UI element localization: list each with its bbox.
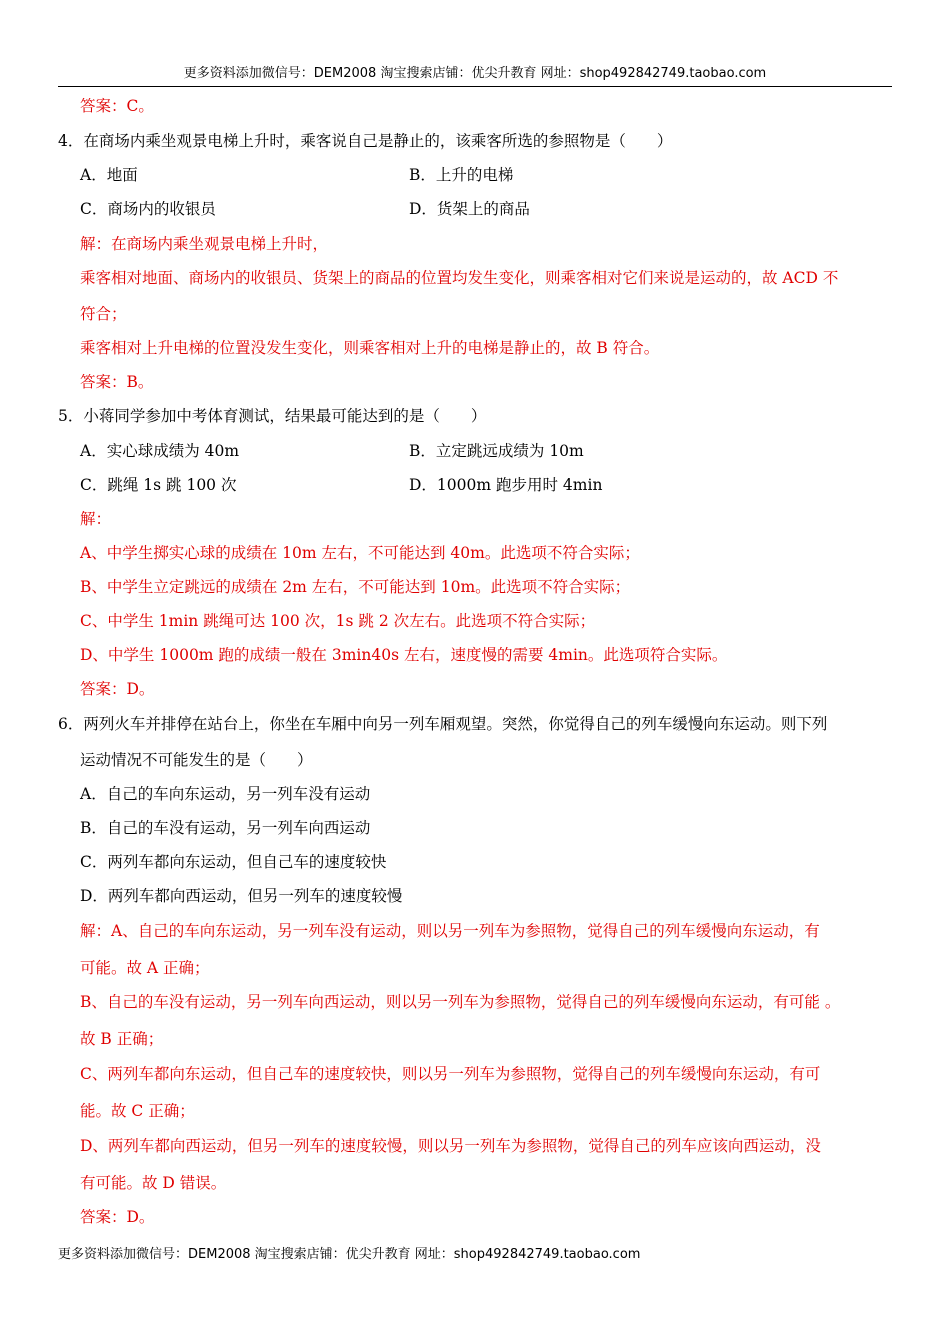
question-6-answer: 答案：D。 — [80, 1208, 155, 1226]
answer-prev: 答案：C。 — [80, 97, 154, 115]
question-5-answer: 答案：D。 — [80, 680, 155, 698]
page-header: 更多资料添加微信号：DEM2008 淘宝搜索店铺：优尖升教育 网址：shop492842749.taobao.com — [183, 66, 767, 81]
question-4-solution-line: 乘客相对上升电梯的位置没发生变化，则乘客相对上升的电梯是静止的，故 B 符合。 — [80, 339, 660, 357]
question-6-option-b: B．自己的车没有运动，另一列车向西运动 — [80, 819, 371, 837]
question-5-stem: 5．小蒋同学参加中考体育测试，结果最可能达到的是（ ） — [58, 407, 487, 425]
question-4-option-b: B．上升的电梯 — [409, 166, 514, 184]
question-5-option-c: C．跳绳 1s 跳 100 次 — [80, 476, 237, 494]
question-4-option-c: C．商场内的收银员 — [80, 200, 216, 218]
header-divider — [58, 86, 892, 87]
question-6-option-a: A．自己的车向东运动，另一列车没有运动 — [80, 785, 371, 803]
question-6-stem-line2: 运动情况不可能发生的是（ ） — [80, 751, 313, 769]
question-6-solution-line: 有可能。故 D 错误。 — [80, 1174, 227, 1192]
question-4-option-d: D．货架上的商品 — [409, 200, 530, 218]
question-4-solution-line: 解：在商场内乘坐观景电梯上升时， — [80, 235, 329, 253]
question-5-solution-line: C、中学生 1min 跳绳可达 100 次，1s 跳 2 次左右。此选项不符合实际； — [80, 612, 596, 630]
question-6-solution-line: C、两列车都向东运动，但自己车的速度较快，则以另一列车为参照物，觉得自己的列车缓慢向东运动，有可 — [80, 1065, 821, 1083]
question-4-solution-line: 符合； — [80, 305, 127, 323]
question-5-solution-line: B、中学生立定跳远的成绩在 2m 左右，不可能达到 10m。此选项不符合实际； — [80, 578, 631, 596]
question-6-solution-line: 能。故 C 正确； — [80, 1102, 195, 1120]
question-6-solution-line: B、自己的车没有运动，另一列车向西运动，则以另一列车为参照物，觉得自己的列车缓慢向东运动，有可能 。 — [80, 993, 841, 1011]
question-4-answer: 答案：B。 — [80, 373, 154, 391]
question-5-option-d: D．1000m 跑步用时 4min — [409, 476, 603, 494]
question-5-option-b: B．立定跳远成绩为 10m — [409, 442, 584, 460]
question-6-option-d: D．两列车都向西运动，但另一列车的速度较慢 — [80, 887, 403, 905]
question-5-solution-line: 解： — [80, 510, 112, 528]
question-6-solution-line: 解：A、自己的车向东运动，另一列车没有运动，则以另一列车为参照物，觉得自己的列车缓慢向东运动，有 — [80, 922, 820, 940]
question-5-solution-line: D、中学生 1000m 跑的成绩一般在 3min40s 左右，速度慢的需要 4min。此选项符合实际。 — [80, 646, 728, 664]
question-6-solution-line: 故 B 正确； — [80, 1030, 164, 1048]
question-4-option-a: A．地面 — [80, 166, 138, 184]
question-4-solution-line: 乘客相对地面、商场内的收银员、货架上的商品的位置均发生变化，则乘客相对它们来说是运动的，故 ACD 不 — [80, 269, 839, 287]
question-6-stem-line1: 6．两列火车并排停在站台上，你坐在车厢中向另一列车厢观望。突然，你觉得自己的列车缓慢向东运动。则下列 — [58, 715, 828, 733]
question-5-solution-line: A、中学生掷实心球的成绩在 10m 左右，不可能达到 40m。此选项不符合实际； — [80, 544, 640, 562]
page-footer: 更多资料添加微信号：DEM2008 淘宝搜索店铺：优尖升教育 网址：shop492842749.taobao.com — [58, 1247, 641, 1262]
question-6-solution-line: 可能。故 A 正确； — [80, 959, 210, 977]
question-5-option-a: A．实心球成绩为 40m — [80, 442, 240, 460]
question-4-stem: 4．在商场内乘坐观景电梯上升时，乘客说自己是静止的，该乘客所选的参照物是（ ） — [58, 132, 673, 150]
question-6-option-c: C．两列车都向东运动，但自己车的速度较快 — [80, 853, 387, 871]
question-6-solution-line: D、两列车都向西运动，但另一列车的速度较慢，则以另一列车为参照物，觉得自己的列车应该向西运动，没 — [80, 1137, 821, 1155]
